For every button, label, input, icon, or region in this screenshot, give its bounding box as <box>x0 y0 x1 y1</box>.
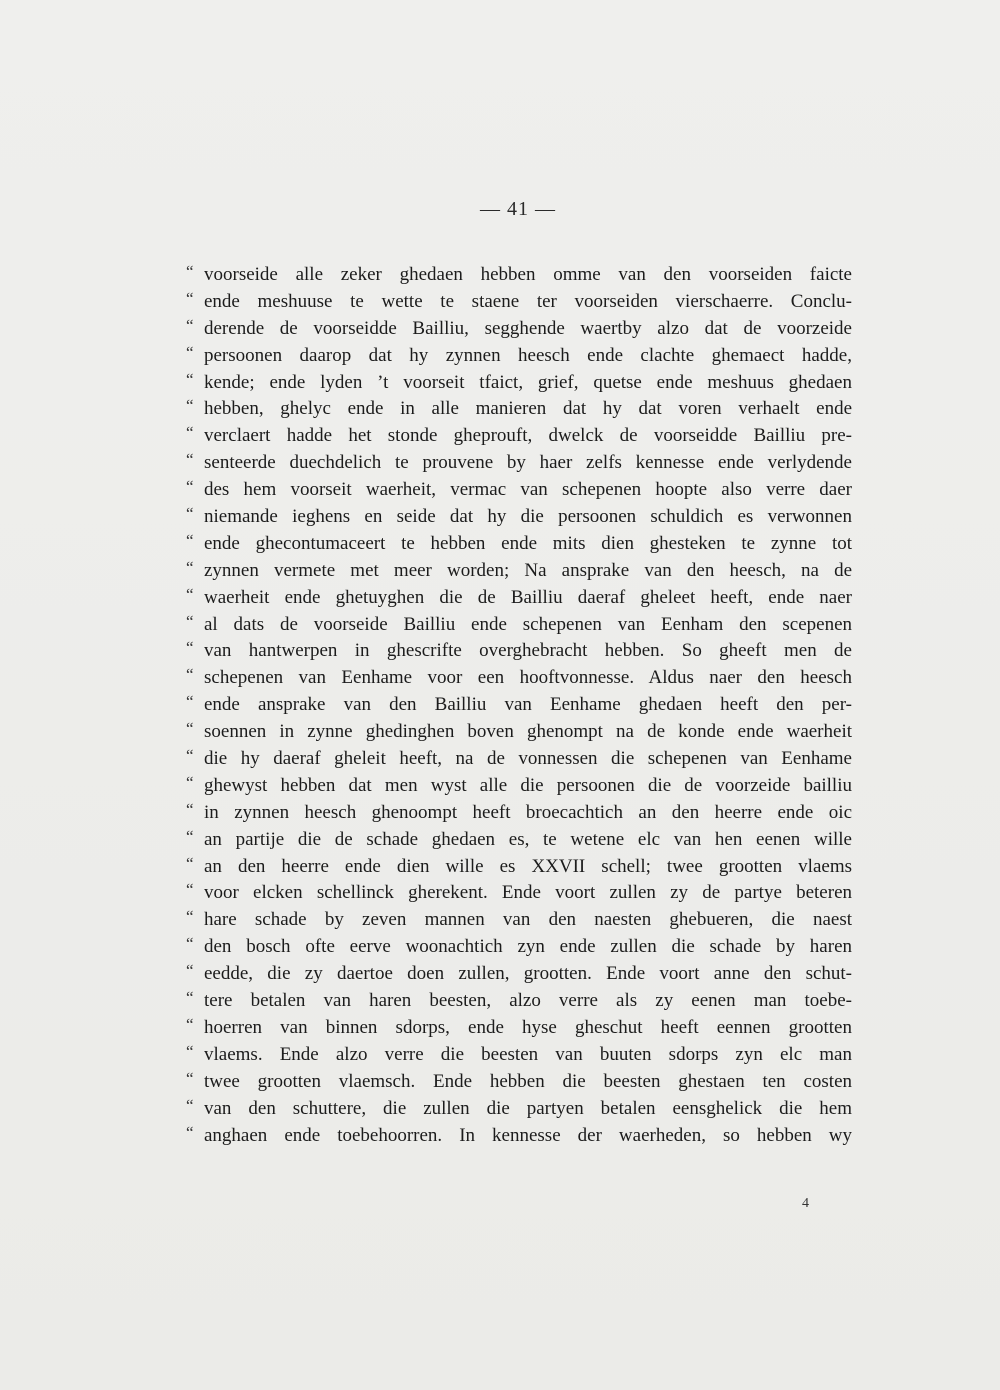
line-text: hebben, ghelyc ende in alle manieren dat hy dat voren verhaelt ende <box>204 398 852 420</box>
text-line <box>186 316 852 343</box>
quote-mark: “ <box>186 1095 194 1115</box>
text-line <box>186 961 852 988</box>
quote-mark: “ <box>186 853 194 873</box>
quote-mark: “ <box>186 584 194 604</box>
line-text: tere betalen van haren beesten, alzo verre als zy eenen man toebe- <box>204 990 852 1012</box>
line-text: hare schade by zeven mannen van den naesten ghebueren, die naest <box>204 909 852 931</box>
line-text: waerheit ende ghetuyghen die de Bailliu daeraf gheleet heeft, ende naer <box>204 586 852 608</box>
line-text: van hantwerpen in ghescrifte overghebracht hebben. So gheeft men de <box>204 640 852 662</box>
line-text: voorseide alle zeker ghedaen hebben omme van den voorseiden faicte <box>204 264 852 285</box>
text-line <box>186 1042 852 1069</box>
text-line <box>186 343 852 370</box>
quote-mark: “ <box>186 1014 194 1034</box>
signature-mark: 4 <box>802 1196 809 1211</box>
line-text: ende meshuuse te wette te staene ter voorseiden vierschaerre. Conclu- <box>204 290 852 312</box>
text-line <box>186 1123 852 1150</box>
page-number: — 41 — <box>480 198 556 220</box>
text-line <box>186 585 852 612</box>
quote-mark: “ <box>186 262 194 281</box>
line-text: voor elcken schellinck gherekent. Ende voort zullen zy de partye beteren <box>204 882 852 904</box>
line-text: soennen in zynne ghedinghen boven ghenompt na de konde ende waerheit <box>204 721 852 743</box>
line-text: verclaert hadde het stonde gheprouft, dwelck de voorseidde Bailliu pre- <box>204 425 852 447</box>
quote-mark: “ <box>186 1068 194 1088</box>
text-line <box>186 854 852 881</box>
text-line <box>186 827 852 854</box>
line-text: senteerde duechdelich te prouvene by haer zelfs kennesse ende verlydende <box>204 452 852 474</box>
quote-mark: “ <box>186 288 194 308</box>
text-line <box>186 934 852 961</box>
text-line <box>186 638 852 665</box>
line-text: vlaems. Ende alzo verre die beesten van buuten sdorps zyn elc man <box>204 1043 852 1065</box>
text-line <box>186 558 852 585</box>
quote-mark: “ <box>186 665 194 685</box>
quote-mark: “ <box>186 1122 194 1142</box>
quote-mark: “ <box>186 369 194 389</box>
text-line <box>186 504 852 531</box>
text-line <box>186 988 852 1015</box>
text-line <box>186 612 852 639</box>
text-line <box>186 719 852 746</box>
quote-mark: “ <box>186 557 194 577</box>
quote-mark: “ <box>186 396 194 416</box>
text-line <box>186 907 852 934</box>
text-line <box>186 880 852 907</box>
quote-mark: “ <box>186 450 194 470</box>
quote-mark: “ <box>186 934 194 954</box>
quote-mark: “ <box>186 692 194 712</box>
text-line <box>186 423 852 450</box>
text-line <box>186 531 852 558</box>
quote-mark: “ <box>186 988 194 1008</box>
line-text: zynnen vermete met meer worden; Na ansprake van den heesch, na de <box>204 559 852 581</box>
line-text: die hy daeraf gheleit heeft, na de vonnessen die schepenen van Eenhame <box>204 748 852 770</box>
text-line <box>186 800 852 827</box>
text-line <box>186 1015 852 1042</box>
line-text: hoerren van binnen sdorps, ende hyse gheschut heeft eennen grootten <box>204 1016 852 1038</box>
line-text: des hem voorseit waerheit, vermac van schepenen hoopte also verre daer <box>204 479 852 501</box>
text-line <box>186 289 852 316</box>
quote-mark: “ <box>186 1041 194 1061</box>
body-text <box>186 262 852 1149</box>
line-text: derende de voorseidde Bailliu, segghende waertby alzo dat de voorzeide <box>204 317 852 339</box>
quote-mark: “ <box>186 477 194 497</box>
quote-mark: “ <box>186 880 194 900</box>
text-line <box>186 450 852 477</box>
quote-mark: “ <box>186 423 194 443</box>
line-text: anghaen ende toebehoorren. In kennesse der waerheden, so hebben wy <box>204 1124 852 1146</box>
text-line <box>186 477 852 504</box>
quote-mark: “ <box>186 961 194 981</box>
text-line <box>186 692 852 719</box>
line-text: al dats de voorseide Bailliu ende schepenen van Eenham den scepenen <box>204 613 852 635</box>
quote-mark: “ <box>186 799 194 819</box>
quote-mark: “ <box>186 638 194 658</box>
text-line <box>186 396 852 423</box>
text-line <box>186 262 852 289</box>
quote-mark: “ <box>186 315 194 335</box>
text-line <box>186 773 852 800</box>
text-line <box>186 1096 852 1123</box>
line-text: den bosch ofte eerve woonachtich zyn ende zullen die schade by haren <box>204 936 852 958</box>
line-text: van den schuttere, die zullen die partyen betalen eensghelick die hem <box>204 1097 852 1119</box>
line-text: twee grootten vlaemsch. Ende hebben die beesten ghestaen ten costen <box>204 1070 852 1092</box>
quote-mark: “ <box>186 907 194 927</box>
quote-mark: “ <box>186 504 194 524</box>
line-text: niemande ieghens en seide dat hy die persoonen schuldich es verwonnen <box>204 506 852 528</box>
line-text: in zynnen heesch ghenoompt heeft broecachtich an den heerre ende oic <box>204 801 852 823</box>
quote-mark: “ <box>186 342 194 362</box>
quote-mark: “ <box>186 746 194 766</box>
text-line <box>186 370 852 397</box>
line-text: ende ansprake van den Bailliu van Eenhame ghedaen heeft den per- <box>204 694 852 716</box>
text-line <box>186 1069 852 1096</box>
line-text: ende ghecontumaceert te hebben ende mits dien ghesteken te zynne tot <box>204 532 852 554</box>
line-text: persoonen daarop dat hy zynnen heesch ende clachte ghemaect hadde, <box>204 344 852 366</box>
quote-mark: “ <box>186 719 194 739</box>
line-text: ghewyst hebben dat men wyst alle die persoonen die de voorzeide bailliu <box>204 774 852 796</box>
line-text: schepenen van Eenhame voor een hooftvonnesse. Aldus naer den heesch <box>204 667 852 689</box>
line-text: eedde, die zy daertoe doen zullen, grootten. Ende voort anne den schut- <box>204 963 852 985</box>
quote-mark: “ <box>186 611 194 631</box>
quote-mark: “ <box>186 530 194 550</box>
line-text: an den heerre ende dien wille es XXVII schell; twee grootten vlaems <box>204 855 852 877</box>
quote-mark: “ <box>186 826 194 846</box>
line-text: kende; ende lyden ’t voorseit tfaict, grief, quetse ende meshuus ghedaen <box>204 371 852 393</box>
quote-mark: “ <box>186 772 194 792</box>
text-line <box>186 746 852 773</box>
text-line <box>186 665 852 692</box>
line-text: an partije die de schade ghedaen es, te wetene elc van hen eenen wille <box>204 828 852 850</box>
